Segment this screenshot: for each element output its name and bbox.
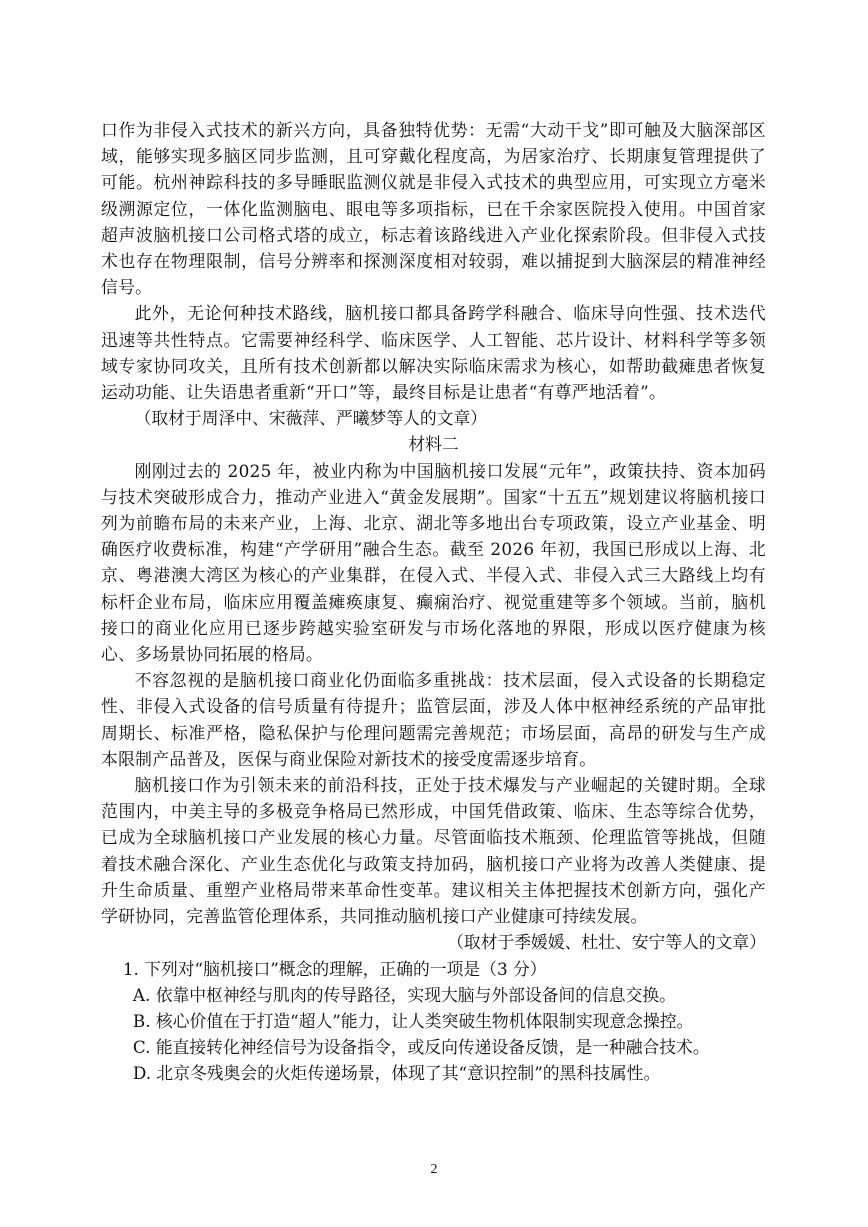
material2-paragraph: 脑机接口作为引领未来的前沿科技，正处于技术爆发与产业崛起的关键时期。全球范围内，中美主导的多极竞争格局已然形成，中国凭借政策、临床、生态等综合优势，已成为全球脑机接口产业发展的核心力量。尽管面临技术瓶颈、伦理监管等挑战，但随着技术融合深化、产业生态优化与政策支持加码，脑机接口产业将为改善人类健康、提升生命质量、重塑产业格局带来革命性变革。建议相关主体把握技术创新方向，强化产学研协同，完善监管伦理体系，共同推动脑机接口产业健康可持续发展。: [101, 775, 766, 927]
material1-source-note: （取材于周泽中、宋薇萍、严曦梦等人的文章）: [134, 408, 488, 429]
question-stem: 1. 下列对“脑机接口”概念的理解，正确的一项是（3 分）: [122, 958, 547, 979]
option-b: B. 核心价值在于打造“超人”能力，让人类突破生物机体限制实现意念操控。: [132, 1010, 694, 1031]
option-c: C. 能直接转化神经信号为设备指令，或反向传递设备反馈，是一种融合技术。: [132, 1037, 710, 1058]
material1-paragraph: 此外，无论何种技术路线，脑机接口都具备跨学科融合、临床导向性强、技术迭代迅速等共性特点。它需要神经科学、临床医学、人工智能、芯片设计、材料科学等多领域专家协同攻关，且所有技术创新都以解决实际临床需求为核心，如帮助截瘫患者恢复运动功能、让失语患者重新“开口”等，最终目标是让患者“有尊严地活着”。: [101, 303, 766, 403]
material2-title: 材料二: [408, 434, 459, 455]
material2-paragraph: 不容忽视的是脑机接口商业化仍面临多重挑战：技术层面，侵入式设备的长期稳定性、非侵入式设备的信号质量有待提升；监管层面，涉及人体中枢神经系统的产品审批周期长、标准严格，隐私保护与伦理问题需完善规范；市场层面，高昂的研发与生产成本限制产品普及，医保与商业保险对新技术的接受度需逐步培育。: [101, 670, 766, 769]
material1-paragraph-continued: 口作为非侵入式技术的新兴方向，具备独特优势：无需“大动干戈”即可触及大脑深部区域，能够实现多脑区同步监测，且可穿戴化程度高，为居家治疗、长期康复管理提供了可能。杭州神踪科技的多导睡眠监测仪就是非侵入式技术的典型应用，可实现立方毫米级溯源定位，一体化监测脑电、眼电等多项指标，已在千余家医院投入使用。中国首家超声波脑机接口公司格式塔的成立，标志着该路线进入产业化探索阶段。但非侵入式技术也存在物理限制，信号分辨率和探测深度相对较弱，难以捕捉到大脑深层的精准神经信号。: [101, 120, 766, 298]
material2-paragraph: 刚刚过去的 2025 年，被业内称为中国脑机接口发展“元年”，政策扶持、资本加码与技术突破形成合力，推动产业进入“黄金发展期”。国家“十五五”规划建议将脑机接口列为前瞻布局的未来产业，上海、北京、湖北等多地出台专项政策，设立产业基金、明确医疗收费标准，构建“产学研用”融合生态。截至 2026 年初，我国已形成以上海、北京、粤港澳大湾区为核心的产业集群，在侵入式、半侵入式、非侵入式三大路线上均有标杆企业布局，临床应用覆盖瘫痪康复、癫痫治疗、视觉重建等多个领域。当前，脑机接口的商业化应用已逐步跨越实验室研发与市场化落地的界限，形成以医疗健康为核心、多场景协同拓展的格局。: [101, 460, 766, 665]
option-a: A. 依靠中枢神经与肌肉的传导路径，实现大脑与外部设备间的信息交换。: [132, 984, 676, 1005]
page-number: 2: [430, 1162, 438, 1177]
page-content: [101, 117, 766, 1087]
material2-source-note: （取材于季媛媛、杜壮、安宁等人的文章）: [447, 932, 766, 953]
option-d: D. 北京冬残奥会的火炬传递场景，体现了其“意识控制”的黑科技属性。: [132, 1063, 661, 1084]
